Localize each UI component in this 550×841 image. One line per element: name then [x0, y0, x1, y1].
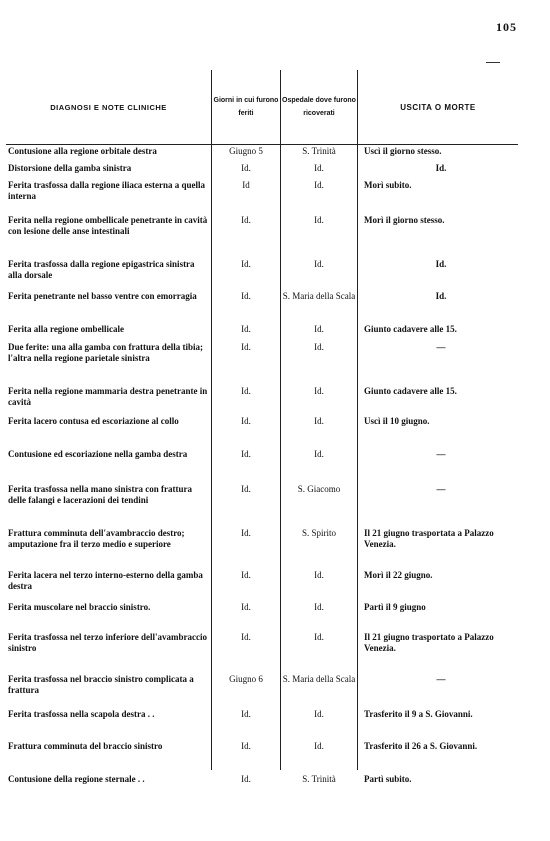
column-divider [357, 70, 358, 770]
outcome-cell: — [436, 674, 446, 684]
date-cell: Id. [241, 163, 251, 173]
date-cell: Giugno 5 [229, 146, 263, 156]
hospital-cell: Id. [314, 602, 324, 612]
date-cell: Id. [241, 449, 251, 459]
date-cell: Id. [241, 632, 251, 642]
header-hospital: Ospedale dove furono ricoverati [282, 97, 356, 117]
hospital-cell: Id. [314, 709, 324, 719]
outcome-cell: Il 21 giugno trasportata a Palazzo Venezia. [364, 528, 494, 549]
date-cell: Id. [241, 386, 251, 396]
hospital-cell: S. Spirito [301, 528, 336, 538]
diagnosis-cell: Ferita trasfossa dalla regione iliaca esterna a quella interna [8, 180, 206, 201]
hospital-cell: Id. [314, 180, 324, 190]
diagnosis-cell: Contusione alla regione orbitale destra [8, 146, 157, 156]
diagnosis-cell: Ferita trasfossa dalla regione epigastrica sinistra alla dorsale [8, 259, 195, 280]
outcome-cell: Giunto cadavere alle 15. [364, 386, 457, 396]
hospital-cell: Id. [314, 259, 324, 269]
date-cell: Id. [241, 215, 251, 225]
date-cell: Id. [241, 709, 251, 719]
outcome-cell: — [436, 449, 446, 459]
date-cell: Id. [241, 602, 251, 612]
diagnosis-cell: Ferita trasfossa nella mano sinistra con frattura delle falangi e lacerazioni dei tendini [8, 484, 192, 505]
outcome-cell: Trasferito il 26 a S. Giovanni. [364, 741, 478, 751]
diagnosis-cell: Ferita muscolare nel braccio sinistro. [8, 602, 151, 612]
diagnosis-cell: Contusione ed escoriazione nella gamba destra [8, 449, 188, 459]
diagnosis-cell: Distorsione della gamba sinistra [8, 163, 132, 173]
outcome-cell: Id. [435, 259, 447, 269]
date-cell: Id. [241, 259, 251, 269]
clinical-table [6, 70, 518, 784]
date-cell: Id. [241, 416, 251, 426]
diagnosis-cell: Ferita nella regione ombellicale penetrante in cavità con lesione delle anse intestinali [8, 215, 208, 236]
diagnosis-cell: Ferita trasfossa nella scapola destra . . [8, 709, 155, 719]
date-cell: Id. [241, 484, 251, 494]
hospital-cell: Id. [314, 632, 324, 642]
outcome-cell: Giunto cadavere alle 15. [364, 324, 457, 334]
outcome-cell: Morì il 22 giugno. [364, 570, 433, 580]
date-cell: Id [242, 180, 250, 190]
header-rule [6, 144, 518, 145]
diagnosis-cell: Contusione della regione sternale . . [8, 774, 145, 784]
header-diagnosis: DIAGNOSI E NOTE CLINICHE [50, 102, 167, 112]
hospital-cell: S. Giacomo [297, 484, 341, 494]
outcome-cell: — [436, 484, 446, 494]
outcome-cell: Il 21 giugno trasportato a Palazzo Venezia. [364, 632, 494, 653]
header-outcome: USCITA O MORTE [400, 102, 476, 112]
hospital-cell: Id. [314, 163, 324, 173]
header-date: Giorni in cui furono feriti [213, 97, 279, 117]
diagnosis-cell: Frattura comminuta del braccio sinistro [8, 741, 163, 751]
outcome-cell: — [436, 342, 446, 352]
date-cell: Id. [241, 741, 251, 751]
hospital-cell: Id. [314, 386, 324, 396]
outcome-cell: Morì subito. [364, 180, 412, 190]
date-cell: Id. [241, 324, 251, 334]
diagnosis-cell: Ferita penetrante nel basso ventre con emorragia [8, 291, 197, 301]
diagnosis-cell: Due ferite: una alla gamba con frattura della tibia; l'altra nella regione parietale sinistra [8, 342, 203, 363]
date-cell: Id. [241, 528, 251, 538]
diagnosis-cell: Ferita nella regione mammaria destra penetrante in cavità [8, 386, 208, 407]
diagnosis-cell: Ferita trasfossa nel braccio sinistro complicata a frattura [8, 674, 194, 695]
outcome-cell: Id. [435, 163, 447, 173]
diagnosis-cell: Ferita lacera nel terzo interno-esterno della gamba destra [8, 570, 203, 591]
date-cell: Id. [241, 291, 251, 301]
diagnosis-cell: Ferita lacero contusa ed escoriazione al collo [8, 416, 179, 426]
date-cell: Id. [241, 774, 251, 784]
diagnosis-cell: Ferita trasfossa nel terzo inferiore dell'avambraccio sinistro [8, 632, 208, 653]
outcome-cell: Morì il giorno stesso. [364, 215, 445, 225]
hospital-cell: S. Trinità [302, 146, 336, 156]
page-number: 105 [496, 20, 517, 34]
outcome-cell: Partì il 9 giugno [364, 602, 426, 612]
hospital-cell: Id. [314, 741, 324, 751]
hospital-cell: Id. [314, 416, 324, 426]
outcome-cell: Trasferito il 9 a S. Giovanni. [364, 709, 473, 719]
hospital-cell: Id. [314, 324, 324, 334]
date-cell: Giugno 6 [229, 674, 263, 684]
header-dash [486, 62, 500, 63]
outcome-cell: Uscì il 10 giugno. [364, 416, 430, 426]
diagnosis-cell: Frattura comminuta dell'avambraccio destro; amputazione fra il terzo medio e superiore [8, 528, 185, 549]
date-cell: Id. [241, 342, 251, 352]
diagnosis-cell: Ferita alla regione ombellicale [8, 324, 125, 334]
hospital-cell: S. Maria della Scala [282, 291, 356, 301]
outcome-cell: Id. [435, 291, 447, 301]
hospital-cell: Id. [314, 449, 324, 459]
hospital-cell: Id. [314, 215, 324, 225]
hospital-cell: S. Trinità [302, 774, 336, 784]
hospital-cell: Id. [314, 570, 324, 580]
outcome-cell: Uscì il giorno stesso. [364, 146, 442, 156]
outcome-cell: Partì subito. [364, 774, 412, 784]
hospital-cell: S. Maria della Scala [282, 674, 356, 684]
date-cell: Id. [241, 570, 251, 580]
hospital-cell: Id. [314, 342, 324, 352]
